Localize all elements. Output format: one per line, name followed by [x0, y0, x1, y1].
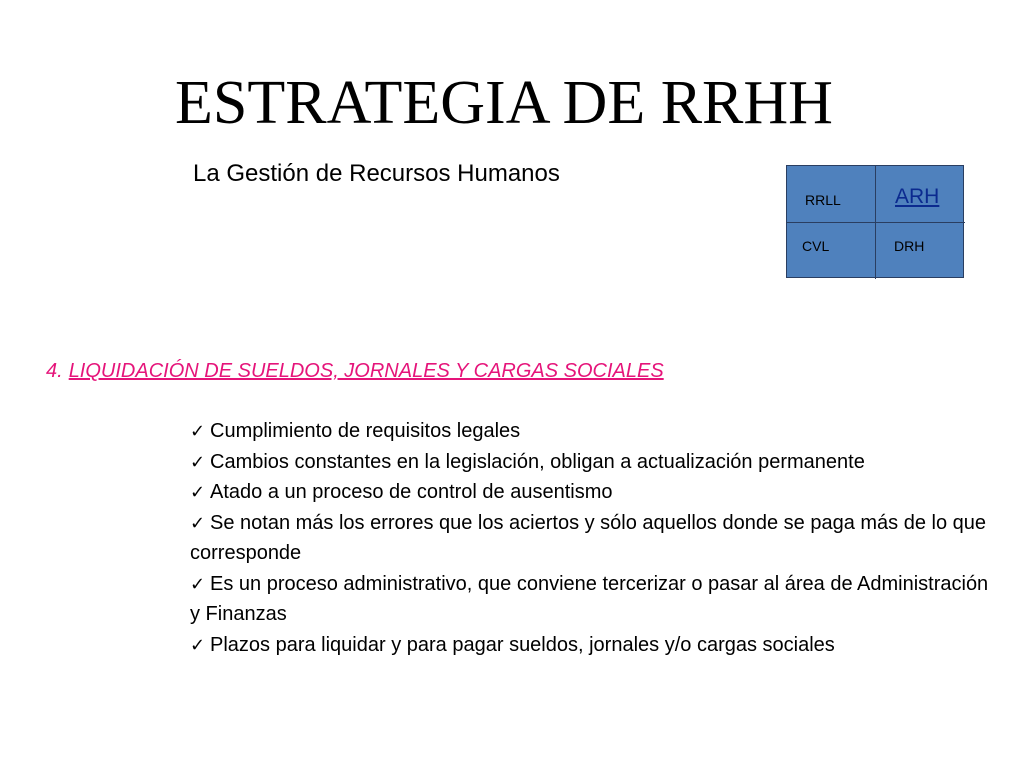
list-item-text: Es un proceso administrativo, que conviene tercerizar o pasar al área de Administración y Finanzas	[190, 572, 989, 625]
grid-label-drh: DRH	[894, 238, 925, 254]
list-item-text: Cambios constantes en la legislación, obligan a actualización permanente	[210, 450, 865, 473]
grid-label-arh: ARH	[895, 185, 940, 208]
list-item-text: Atado a un proceso de control de ausentismo	[210, 481, 613, 503]
section-heading	[46, 360, 664, 383]
grid-label-cvl: CVL	[802, 238, 830, 254]
bullet-list	[190, 416, 990, 660]
grid-label-rrll: RRLL	[805, 192, 841, 208]
list-item	[190, 447, 990, 478]
grid-cell-rrll	[787, 166, 876, 223]
quadrant-grid	[786, 165, 964, 278]
list-item-text: Cumplimiento de requisitos legales	[210, 420, 521, 442]
list-item	[190, 477, 990, 508]
section-number: 4.	[46, 360, 63, 382]
checkmark-icon: ✓	[190, 512, 206, 533]
grid-cell-drh	[876, 223, 965, 279]
grid-cell-cvl	[787, 223, 876, 279]
checkmark-icon: ✓	[190, 634, 206, 655]
checkmark-icon: ✓	[190, 482, 206, 502]
slide-title: ESTRATEGIA DE RRHH	[175, 69, 833, 137]
list-item	[190, 569, 990, 630]
list-item-text: Plazos para liquidar y para pagar sueldos, jornales y/o cargas sociales	[210, 633, 835, 656]
slide-subtitle: La Gestión de Recursos Humanos	[193, 160, 560, 187]
checkmark-icon: ✓	[190, 573, 206, 594]
grid-cell-arh	[876, 166, 965, 223]
list-item	[190, 630, 990, 661]
section-heading-text: LIQUIDACIÓN DE SUELDOS, JORNALES Y CARGAS SOCIALES	[68, 360, 664, 382]
checkmark-icon: ✓	[190, 421, 206, 441]
list-item	[190, 416, 990, 447]
checkmark-icon: ✓	[190, 451, 206, 472]
list-item	[190, 508, 990, 569]
list-item-text: Se notan más los errores que los aciertos y sólo aquellos donde se paga más de lo que corresponde	[190, 511, 987, 564]
